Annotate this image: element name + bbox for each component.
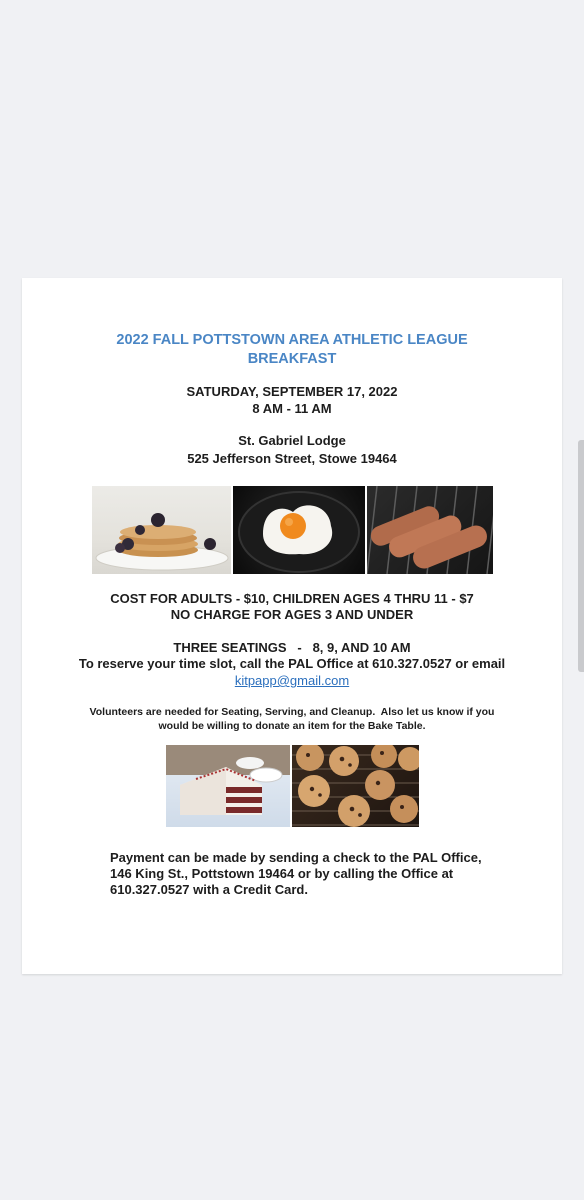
event-time: 8 AM - 11 AM xyxy=(252,401,332,416)
pancakes-photo xyxy=(92,486,231,574)
volunteers-text-line2: would be willing to donate an item for the Bake Table. xyxy=(158,720,426,732)
event-venue: St. Gabriel Lodge xyxy=(238,433,346,448)
contact-email-text: kitpapp@gmail.com xyxy=(234,673,350,688)
payment-info: Payment can be made by sending a check to the PAL Office, xyxy=(110,850,482,865)
contact-email-link[interactable] xyxy=(22,673,562,688)
scrollbar[interactable] xyxy=(578,440,584,672)
fried-egg-photo xyxy=(233,486,365,574)
sausages-photo xyxy=(367,486,493,574)
volunteers-text: Volunteers are needed for Seating, Serving, and Cleanup. Also let us know if you xyxy=(89,706,495,718)
cake-photo xyxy=(166,745,290,827)
payment-info-line2: 146 King St., Pottstown 19464 or by calling the Office at xyxy=(110,866,454,881)
seatings: THREE SEATINGS - 8, 9, AND 10 AM xyxy=(173,640,411,655)
payment-info-line3: 610.327.0527 with a Credit Card. xyxy=(110,882,308,897)
flyer-title-line2: BREAKFAST xyxy=(247,351,337,367)
flyer-image xyxy=(22,278,562,974)
event-date: SATURDAY, SEPTEMBER 17, 2022 xyxy=(186,384,398,399)
cost-adults-children: COST FOR ADULTS - $10, CHILDREN AGES 4 THRU 11 - $7 xyxy=(110,591,474,606)
cost-free-ages: NO CHARGE FOR AGES 3 AND UNDER xyxy=(170,607,414,622)
event-address: 525 Jefferson Street, Stowe 19464 xyxy=(187,451,397,466)
reserve-instructions: To reserve your time slot, call the PAL Office at 610.327.0527 or email xyxy=(78,656,506,671)
flyer-title: 2022 FALL POTTSTOWN AREA ATHLETIC LEAGUE xyxy=(116,332,468,348)
cookies-photo xyxy=(292,745,419,827)
